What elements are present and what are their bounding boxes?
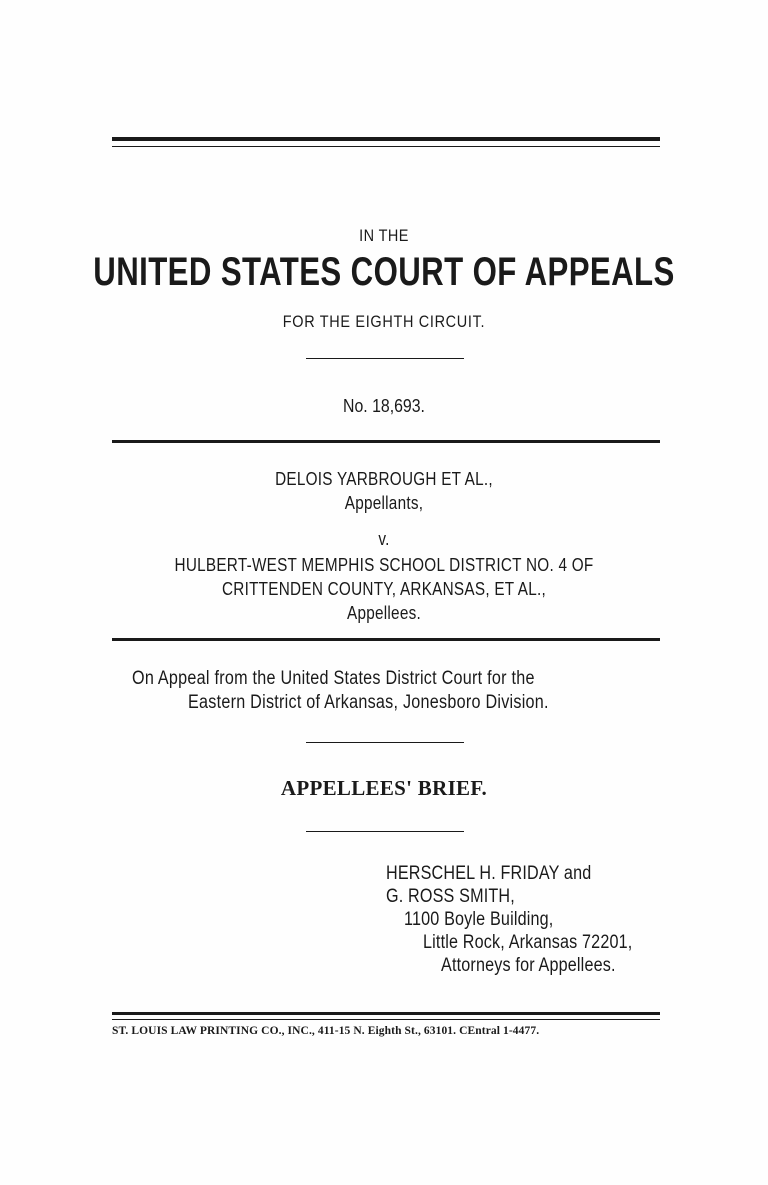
court-name: UNITED STATES COURT OF APPEALS — [93, 250, 675, 294]
court-preamble: IN THE — [359, 226, 409, 245]
appeal-statement-line1: On Appeal from the United States District Court for the — [132, 668, 535, 689]
attorney-line1: HERSCHEL H. FRIDAY and — [386, 863, 592, 884]
caption-rule-bottom — [112, 638, 660, 641]
brief-title: APPELLEES' BRIEF. — [280, 776, 488, 800]
caption-rule-top — [112, 440, 660, 443]
appellee-name-line1: HULBERT-WEST MEMPHIS SCHOOL DISTRICT NO. 4 OF — [174, 555, 594, 575]
bottom-rule-thick — [112, 1012, 660, 1015]
bottom-rule-thin — [112, 1019, 660, 1020]
divider-short-1 — [306, 358, 464, 359]
attorney-role: Attorneys for Appellees. — [441, 955, 616, 976]
appellee-role: Appellees. — [346, 603, 422, 623]
appellee-name-line2: CRITTENDEN COUNTY, ARKANSAS, ET AL., — [221, 579, 547, 599]
divider-short-2 — [306, 742, 464, 743]
appellant-name: DELOIS YARBROUGH ET AL., — [275, 469, 493, 489]
top-rule-thick — [112, 137, 660, 141]
attorney-address-line2: Little Rock, Arkansas 72201, — [423, 932, 633, 953]
attorney-line2: G. ROSS SMITH, — [386, 886, 515, 907]
appeal-statement-line2: Eastern District of Arkansas, Jonesboro Division. — [188, 692, 549, 713]
docket-number: No. 18,693. — [343, 396, 425, 416]
top-rule-thin — [112, 146, 660, 147]
versus: v. — [378, 529, 390, 549]
printer-imprint: ST. LOUIS LAW PRINTING CO., INC., 411-15 N. Eighth St., 63101. CEntral 1-4477. — [112, 1025, 540, 1037]
divider-short-3 — [306, 831, 464, 832]
circuit-name: FOR THE EIGHTH CIRCUIT. — [282, 312, 486, 331]
appellant-role: Appellants, — [344, 493, 424, 513]
attorney-address-line1: 1100 Boyle Building, — [404, 909, 554, 930]
